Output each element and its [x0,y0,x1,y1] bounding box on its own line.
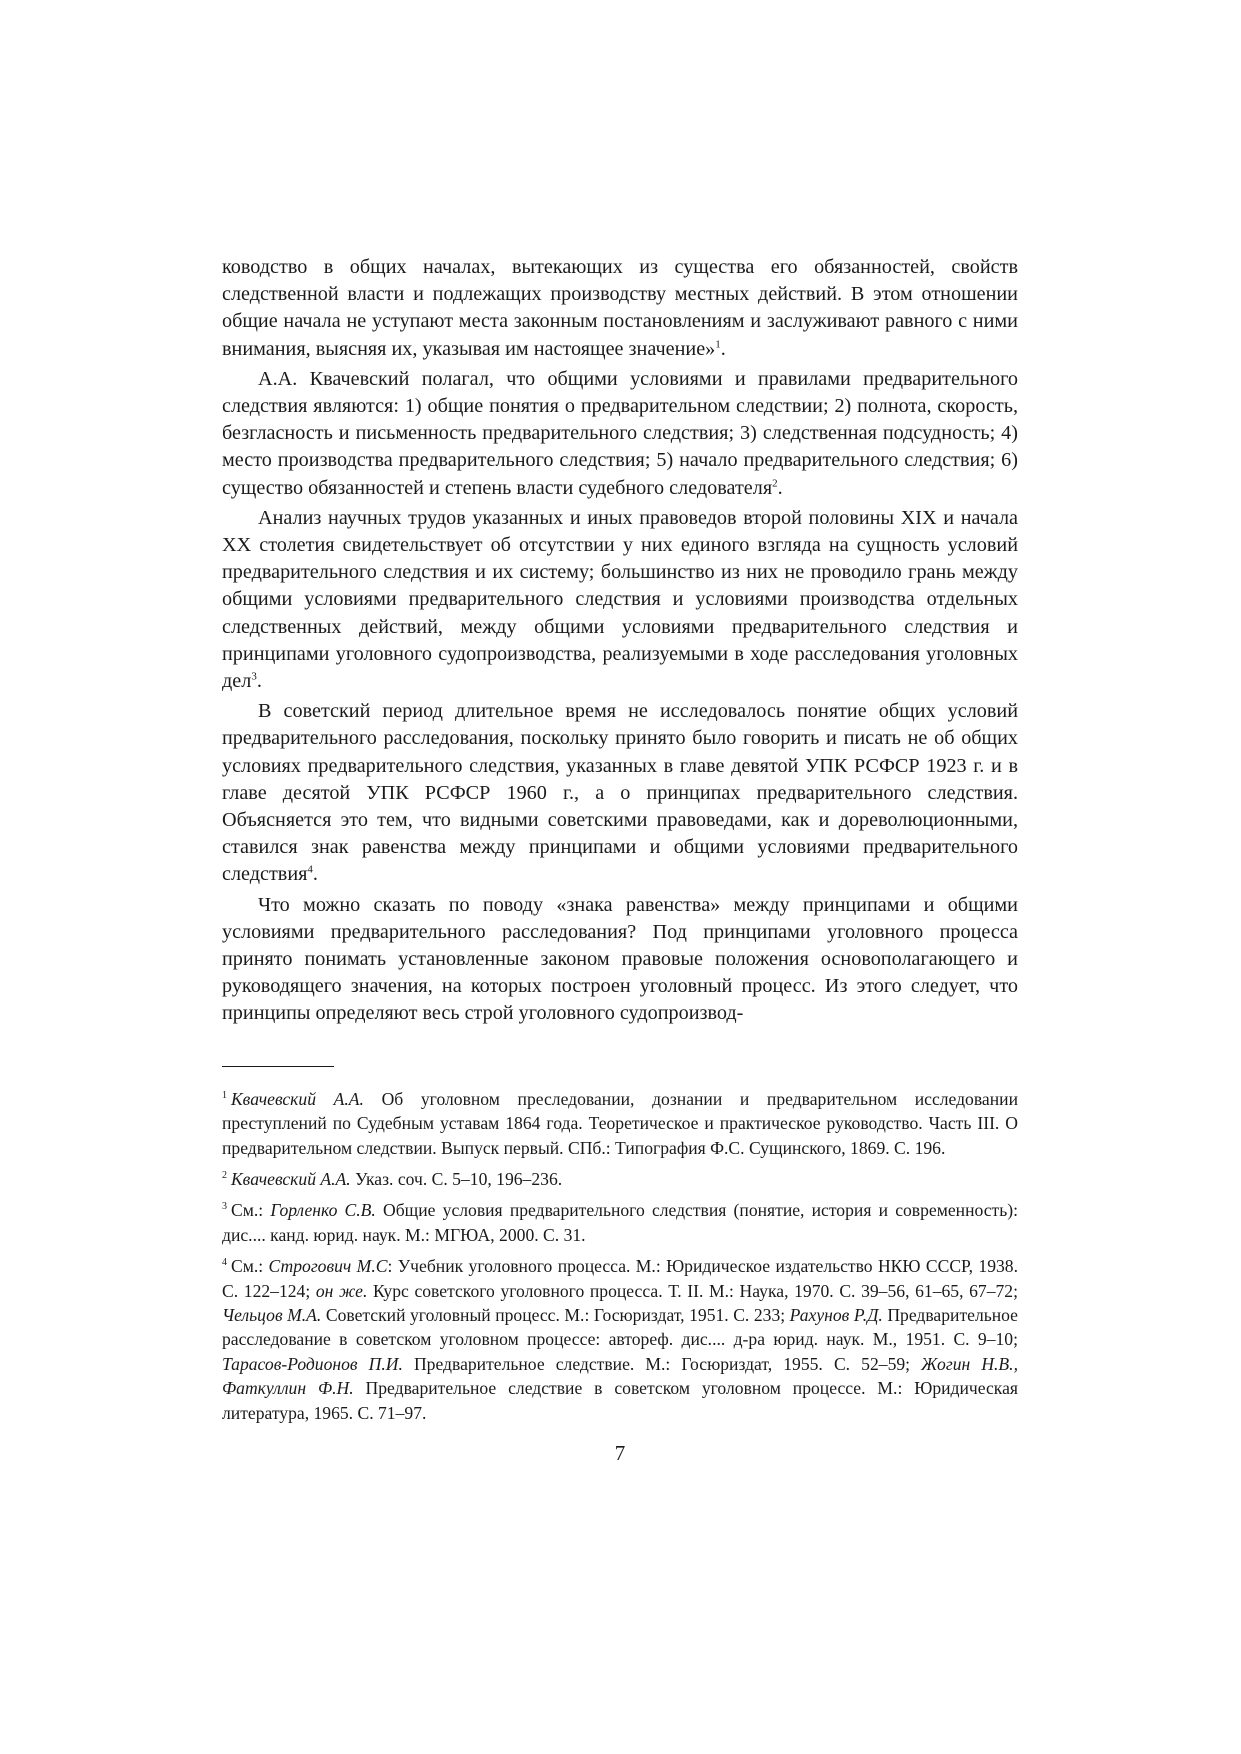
main-text [222,254,1018,1028]
paragraph-tail: . [256,670,262,693]
footnote-author: Горленко С.В. [270,1200,376,1221]
paragraph [222,254,1018,363]
footnote-text: Об уголовном преследовании, дознании и предварительном исследовании преступлений по Судебным уставам 1864 года. Теоретическое и практическое руководство. Часть III. О предварительном следствии. Выпуск первый. СПб.: Типография Ф.С. Сущинского, 1869. С. 196. [222,1088,1018,1158]
footnote [222,1254,1018,1425]
footnotes [222,1087,1018,1425]
footnote [222,1087,1018,1160]
footnote-text: Общие условия предварительного следствия (понятие, история и современность): дис.... канд. юрид. наук. М.: МГЮА, 2000. С. 31. [222,1200,1018,1245]
footnote-author: Квачевский А.А. [231,1088,364,1109]
paragraph-text: ководство в общих началах, вытекающих из существа его обязанностей, свойств следственной власти и подлежащих производству местных действий. В этом отношении общие начала не уступают места законным постановлениям и заслуживают равного с ними внимания, выясняя их, указывая им настоящее значение» [222,256,1018,360]
footnote-number: 1 [222,1089,227,1101]
footnote-author: Тарасов-Родионов П.И. [222,1353,403,1374]
footnote-ref: 1 [715,337,721,350]
footnote-text: Предварительное расследование в советском уголовном процессе: автореф. дис.... д-ра юрид. наук. М., 1951. С. 9–10; [222,1304,1018,1350]
footnote-divider [222,1066,334,1067]
footnote-text: Советский уголовный процесс. М.: Госюриздат, 1951. С. 233; [321,1304,790,1325]
footnote-ref: 2 [772,476,778,489]
paragraph [222,698,1018,888]
footnote-ref: 3 [251,670,257,683]
paragraph-text: В советский период длительное время не исследовалось понятие общих условий предварительного расследования, поскольку принято было говорить и писать не об общих условиях предварительного следствия, указанных в главе девятой УПК РСФСР 1923 г. и в главе десятой УПК РСФСР 1960 г., а о принципах предварительного следствия. Объясняется это тем, что видными советскими правоведами, как и дореволюционными, ставился знак равенства между принципами и общими условиями предварительного следствия [222,700,1018,886]
paragraph-text: А.А. Квачевский полагал, что общими условиями и правилами предварительного следствия являются: 1) общие понятия о предварительном следствии; 2) полнота, скорость, безгласность и письменность предварительного следствия; 3) следственная подсудность; 4) место производства предварительного следствия; 5) начало предварительного следствия; 6) существо обязанностей и степень власти судебного следователя [222,367,1018,499]
footnote-author: Рахунов Р.Д. [789,1304,883,1325]
paragraph-tail: . [720,337,726,360]
footnote-number: 2 [222,1170,227,1182]
paragraph-tail: . [312,863,318,886]
footnote-text: Предварительное следствие. М.: Госюриздат, 1955. С. 52–59; [402,1353,922,1374]
page-number: 7 [614,1440,626,1465]
document-page [222,254,1018,1466]
footnote-text: Предварительное следствие в советском уголовном процессе. М.: Юридическая литература, 1965. С. 71–97. [222,1378,1018,1423]
footnote-author: Жогин Н.В., Фаткуллин Ф.Н. [222,1353,1018,1399]
footnote-text: Указ. соч. С. 5–10, 196–236. [350,1168,563,1189]
footnote-text: : Учебник уголовного процесса. М.: Юридическое издательство НКЮ СССР, 1938. С. 122–124; [222,1256,1018,1301]
footnote [222,1167,1018,1191]
paragraph-text: Анализ научных трудов указанных и иных правоведов второй половины XIX и начала XX столетия свидетельствует об отсутствии у них единого взгляда на сущность условий предварительного следствия и их систему; большинство из них не проводило грань между общими условиями предварительного следствия и условиями производства отдельных следственных действий, между общими условиями предварительного следствия и принципами уголовного судопроизводства, реализуемыми в ходе расследования уголовных дел [222,506,1018,693]
footnote-number: 3 [222,1201,227,1213]
paragraph [222,366,1018,502]
footnote-author: Строгович М.С [268,1256,388,1277]
footnote-author: Чельцов М.А. [222,1304,322,1325]
paragraph [222,505,1018,695]
footnote-text: Курс советского уголовного процесса. Т. II. М.: Наука, 1970. С. 39–56, 61–65, 67–72; [367,1280,1018,1301]
paragraph-text: Что можно сказать по поводу «знака равенства» между принципами и общими условиями предварительного расследования? Под принципами уголовного процесса принято понимать установленные законом правовые положения основополагающего и руководящего значения, на которых построен уголовный процесс. Из этого следует, что принципы определяют весь строй уголовного судопроизвод- [222,893,1018,1025]
footnote-number: 4 [222,1257,227,1269]
footnote-ref: 4 [307,863,313,876]
footnote-text: См.: [231,1256,269,1277]
paragraph-tail: . [777,476,783,499]
footnote [222,1198,1018,1247]
footnote-text: См.: [231,1200,271,1221]
footnote-author: Квачевский А.А. [231,1168,351,1189]
footnote-author: он же. [315,1280,368,1301]
paragraph [222,892,1018,1028]
